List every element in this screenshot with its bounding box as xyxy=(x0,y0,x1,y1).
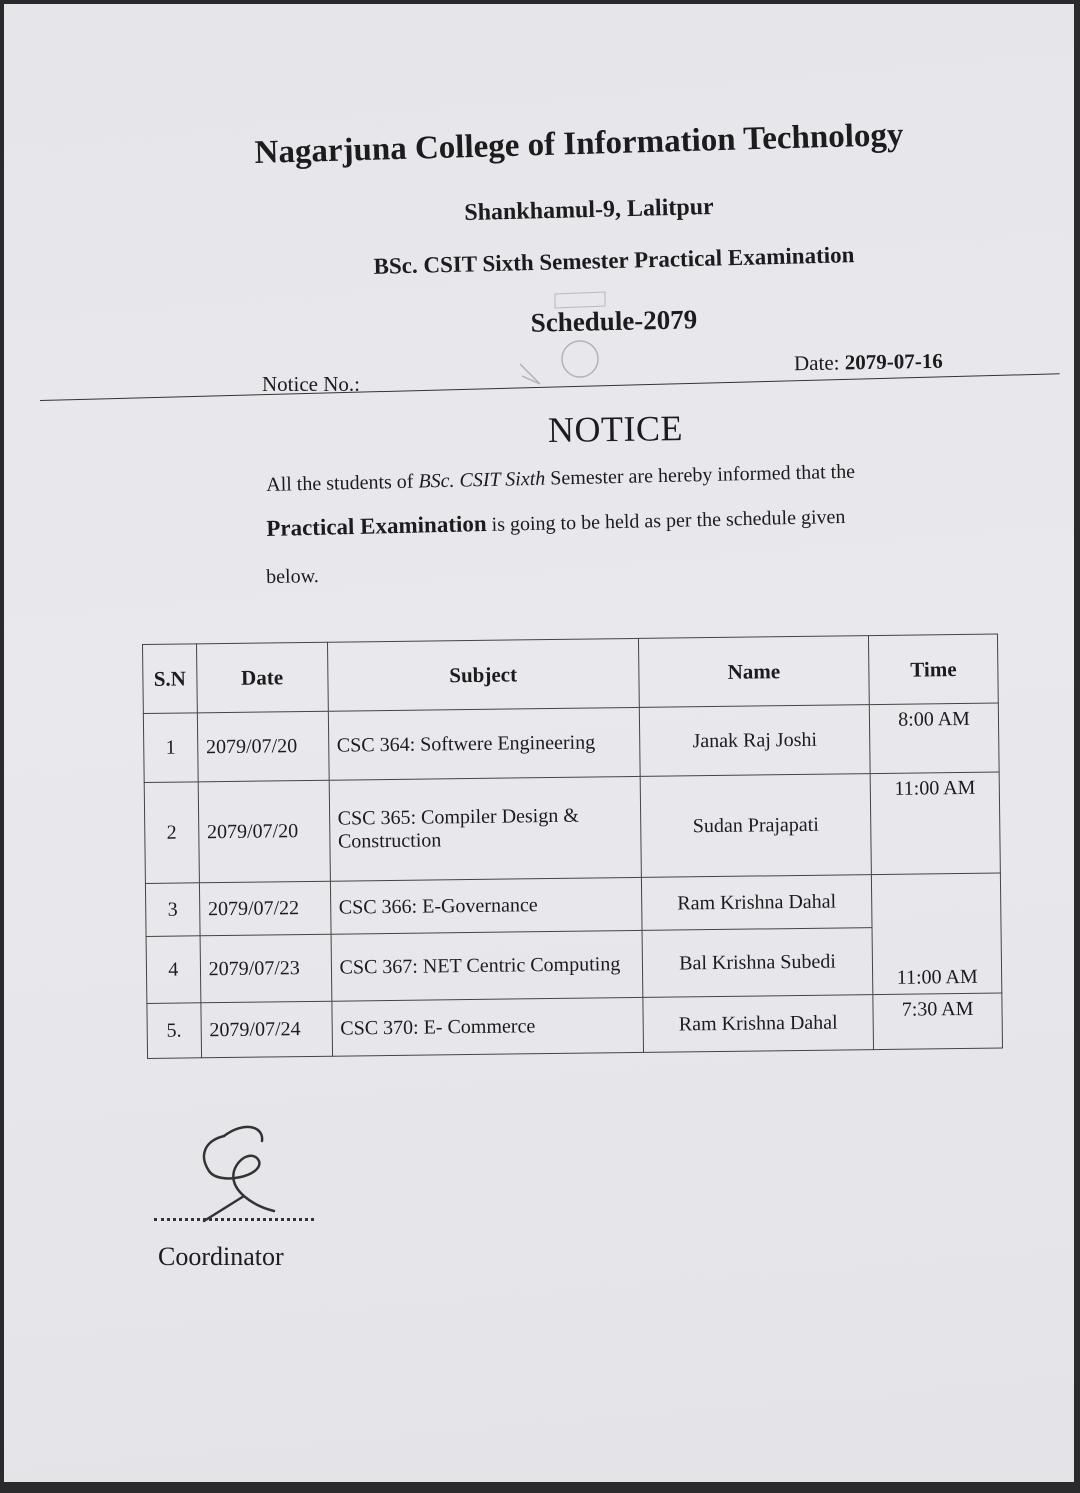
header-time: Time xyxy=(869,634,999,705)
coordinator-label: Coordinator xyxy=(158,1242,284,1271)
cell-name: Ram Krishna Dahal xyxy=(643,995,874,1053)
para-course: BSc. CSIT Sixth xyxy=(418,467,546,493)
cell-sn: 1 xyxy=(143,713,198,783)
cell-date: 2079/07/23 xyxy=(200,934,332,1003)
cell-date: 2079/07/20 xyxy=(198,780,330,883)
table-row xyxy=(147,993,1003,1058)
cell-subject: CSC 366: E-Governance xyxy=(330,877,642,934)
cell-name: Ram Krishna Dahal xyxy=(641,875,872,931)
notice-date xyxy=(794,349,943,377)
cell-subject: CSC 364: Softwere Engineering xyxy=(328,707,640,780)
exam-title: BSc. CSIT Sixth Semester Practical Examination xyxy=(373,242,855,279)
schedule-table xyxy=(142,634,1003,1059)
cell-sn: 3 xyxy=(145,883,199,937)
notice-paragraph-line-2 xyxy=(266,500,966,542)
cell-date: 2079/07/24 xyxy=(201,1001,332,1058)
cell-subject: CSC 370: E- Commerce xyxy=(331,997,643,1056)
table-header-row xyxy=(143,634,999,713)
signature-icon xyxy=(184,1116,284,1226)
cell-name: Janak Raj Joshi xyxy=(639,705,870,777)
cell-date: 2079/07/20 xyxy=(197,711,329,782)
notice-number-label: Notice No.: xyxy=(262,372,360,396)
cell-sn: 4 xyxy=(146,936,201,1004)
table-row xyxy=(143,703,999,782)
date-value: 2079-07-16 xyxy=(844,348,943,375)
college-address: Shankhamul-9, Lalitpur xyxy=(463,193,714,227)
notice-paragraph-line-3: below. xyxy=(266,565,319,588)
table-row xyxy=(144,772,1000,883)
cell-name: Sudan Prajapati xyxy=(640,774,871,878)
para-text: is going to be held as per the schedule given xyxy=(486,505,846,536)
date-label: Date: xyxy=(793,350,840,376)
schedule-title: Schedule-2079 xyxy=(530,304,698,338)
cell-subject: CSC 367: NET Centric Computing xyxy=(331,930,643,1001)
cell-time: 8:00 AM xyxy=(869,703,999,774)
college-name: Nagarjuna College of Information Technology xyxy=(254,116,904,172)
cell-time: 7:30 AM xyxy=(873,993,1003,1050)
notice-paragraph-line-1 xyxy=(266,458,966,497)
notice-title: NOTICE xyxy=(547,408,684,450)
cell-sn: 5. xyxy=(147,1003,201,1059)
header-name: Name xyxy=(638,636,869,708)
cell-name: Bal Krishna Subedi xyxy=(642,928,873,998)
para-emphasis: Practical Examination xyxy=(266,510,487,541)
table-row xyxy=(145,873,1001,936)
signature-line xyxy=(154,1218,314,1221)
header-subject: Subject xyxy=(327,638,639,711)
cell-date: 2079/07/22 xyxy=(199,881,330,936)
notice-page xyxy=(4,4,1074,1482)
header-date: Date xyxy=(196,642,328,713)
cell-time: 11:00 AM xyxy=(872,873,1002,995)
cell-time: 11:00 AM xyxy=(870,772,1000,875)
cell-subject: CSC 365: Compiler Design & Construction xyxy=(329,776,642,881)
header-sn: S.N xyxy=(143,644,198,714)
para-text: Semester are hereby informed that the xyxy=(545,460,856,490)
cell-sn: 2 xyxy=(144,782,199,884)
para-text: All the students of xyxy=(266,470,419,496)
